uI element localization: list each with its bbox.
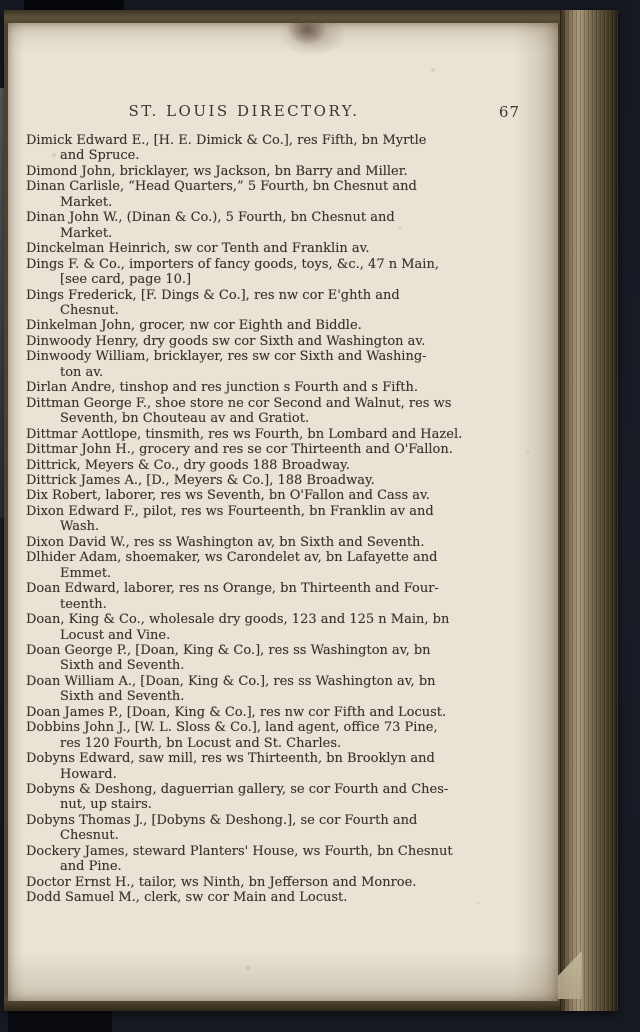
directory-entry (26, 427, 534, 442)
directory-entry (26, 334, 534, 349)
entry-line: Dodd Samuel M., clerk, sw cor Main and Locust. (26, 890, 348, 906)
directory-entry (26, 535, 534, 550)
entry-line: Emmet. (60, 565, 112, 581)
entry-line: Doctor Ernst H., tailor, ws Ninth, bn Jefferson and Monroe. (26, 874, 417, 890)
directory-entry (26, 504, 534, 535)
entry-line: [see card, page 10.] (60, 272, 192, 288)
directory-entry (26, 349, 534, 380)
directory-entry (26, 890, 534, 905)
entry-line: Dimick Edward E., [H. E. Dimick & Co.], res Fifth, bn Myrtle (26, 133, 427, 148)
page-title: ST. LOUIS DIRECTORY. (128, 102, 360, 120)
directory-entry (26, 380, 534, 395)
directory-entry (26, 473, 534, 488)
entry-line: Dittrick James A., [D., Meyers & Co.], 188 Broadway. (26, 472, 375, 488)
entry-line: Dinwoody William, bricklayer, res sw cor Sixth and Washing- (26, 349, 427, 365)
directory-entry (26, 813, 534, 844)
entries (26, 133, 534, 906)
directory-entry (26, 257, 534, 288)
directory-entry (26, 396, 534, 427)
directory-entry (26, 164, 534, 179)
entry-line: res 120 Fourth, bn Locust and St. Charles. (60, 735, 342, 751)
directory-page (8, 23, 558, 1001)
directory-entry (26, 241, 534, 256)
entry-line: Dockery James, steward Planters' House, ws Fourth, bn Chesnut (26, 843, 453, 859)
entry-line: Dobyns Thomas J., [Dobyns & Deshong.], se cor Fourth and (26, 812, 418, 828)
entry-line: Dittmar Aottlope, tinsmith, res ws Fourth, bn Lombard and Hazel. (26, 426, 463, 442)
entry-line: and Spruce. (60, 148, 140, 164)
entry-line: ton av. (60, 364, 104, 380)
entry-line: Wash. (60, 519, 100, 535)
entry-line: Dinan John W., (Dinan & Co.), 5 Fourth, bn Chesnut and (26, 210, 395, 226)
directory-entry (26, 442, 534, 457)
directory-entry (26, 612, 534, 643)
directory-entry (26, 458, 534, 473)
entry-line: Doan, King & Co., wholesale dry goods, 123 and 125 n Main, bn (26, 612, 450, 628)
entry-line: Doan George P., [Doan, King & Co.], res ss Washington av, bn (26, 642, 431, 658)
entry-line: Howard. (60, 766, 117, 782)
entry-line: Chesnut. (60, 302, 119, 318)
page-number: 67 (498, 103, 520, 121)
directory-entry (26, 210, 534, 241)
directory-entry (26, 581, 534, 612)
entry-line: Dixon Edward F., pilot, res ws Fourteenth, bn Franklin av and (26, 503, 434, 519)
book-fore-edge (560, 10, 618, 1011)
directory-entry (26, 720, 534, 751)
entry-line: Dings F. & Co., importers of fancy goods, toys, &c., 47 n Main, (26, 256, 439, 272)
directory-entry (26, 782, 534, 813)
directory-entry (26, 318, 534, 333)
entry-line: Dobyns Edward, saw mill, res ws Thirteenth, bn Brooklyn and (26, 751, 435, 767)
directory-entry (26, 550, 534, 581)
directory-entry (26, 288, 534, 319)
entry-line: Dobyns & Deshong, daguerrian gallery, se cor Fourth and Ches- (26, 782, 449, 798)
directory-entry (26, 674, 534, 705)
entry-line: Doan Edward, laborer, res ns Orange, bn Thirteenth and Four- (26, 581, 439, 597)
directory-entry (26, 488, 534, 503)
entry-line: Market. (60, 194, 113, 210)
entry-line: Dings Frederick, [F. Dings & Co.], res nw cor E'ghth and (26, 287, 400, 303)
entry-line: Seventh, bn Chouteau av and Gratiot. (60, 411, 310, 427)
entry-line: Dinan Carlisle, “Head Quarters,” 5 Fourth, bn Chesnut and (26, 179, 417, 195)
entry-line: Market. (60, 225, 113, 241)
directory-entry (26, 751, 534, 782)
entry-line: Dix Robert, laborer, res ws Seventh, bn O'Fallon and Cass av. (26, 488, 430, 504)
directory-entry (26, 133, 534, 164)
directory-entry (26, 643, 534, 674)
entry-line: Dlhider Adam, shoemaker, ws Carondelet av, bn Lafayette and (26, 550, 438, 566)
entry-line: Dixon David W., res ss Washington av, bn Sixth and Seventh. (26, 534, 425, 550)
entry-line: Dimond John, bricklayer, ws Jackson, bn Barry and Miller. (26, 163, 408, 179)
entry-line: Sixth and Seventh. (60, 689, 185, 705)
entry-line: Dittrick, Meyers & Co., dry goods 188 Broadway. (26, 457, 350, 473)
running-head (26, 102, 532, 122)
entry-line: Locust and Vine. (60, 627, 171, 643)
entry-line: Dittmar John H., grocery and res se cor Thirteenth and O'Fallon. (26, 442, 453, 458)
entry-line: Dirlan Andre, tinshop and res junction s Fourth and s Fifth. (26, 380, 418, 396)
entry-line: Doan James P., [Doan, King & Co.], res nw cor Fifth and Locust. (26, 704, 447, 720)
entry-line: Chesnut. (60, 828, 119, 844)
book (4, 10, 618, 1011)
entry-line: Sixth and Seventh. (60, 658, 185, 674)
entry-line: Dittman George F., shoe store ne cor Second and Walnut, res ws (26, 395, 452, 411)
directory-entry (26, 179, 534, 210)
entry-line: nut, up stairs. (60, 797, 152, 813)
directory-entry (26, 705, 534, 720)
entry-line: Dobbins John J., [W. L. Sloss & Co.], land agent, office 73 Pine, (26, 720, 438, 736)
entry-line: Doan William A., [Doan, King & Co.], res ss Washington av, bn (26, 673, 436, 689)
entry-line: Dinkelman John, grocer, nw cor Eighth and Biddle. (26, 318, 362, 334)
entry-line: teenth. (60, 596, 107, 612)
entry-line: Dinwoody Henry, dry goods sw cor Sixth and Washington av. (26, 333, 426, 349)
entry-line: and Pine. (60, 859, 122, 875)
directory-entry (26, 844, 534, 875)
directory-entry (26, 875, 534, 890)
entry-line: Dinckelman Heinrich, sw cor Tenth and Franklin av. (26, 241, 370, 257)
